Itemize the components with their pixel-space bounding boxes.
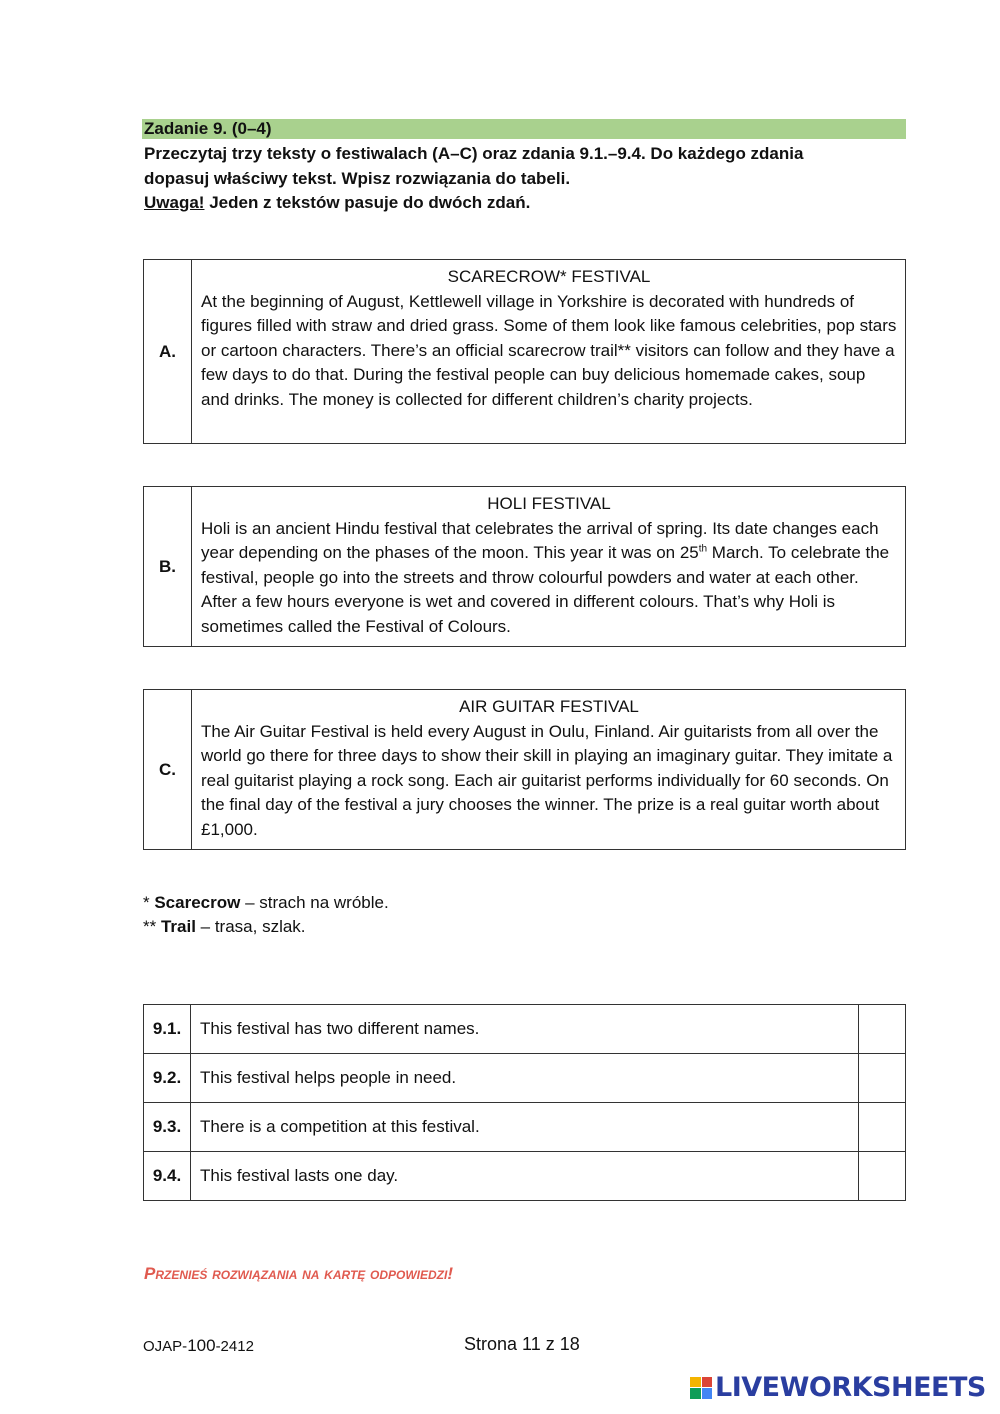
- glossary-term: Scarecrow: [154, 893, 241, 912]
- logo-tile: [702, 1377, 713, 1388]
- text-b-superscript: th: [698, 543, 708, 555]
- glossary-definition: – strach na wróble.: [240, 893, 389, 912]
- answer-cell[interactable]: [859, 1103, 906, 1152]
- instructions: [144, 142, 904, 216]
- task-header: Zadanie 9. (0–4): [142, 119, 906, 139]
- logo-tile: [690, 1388, 701, 1399]
- text-c-body: The Air Guitar Festival is held every August in Oulu, Finland. Air guitarists from all over the world go there for three days to show their skill in playing an imaginary guitar. They imitate a real guitarist playing a rock song. Each air guitarist performs individually for 60 seconds. On the final day of the festival a jury chooses the winner. The prize is a real guitar worth about £1,000.: [201, 721, 893, 839]
- text-b-body-part-2: March. To celebrate the festival, people go into the streets and throw colourful powders and water at each other. After a few hours everyone is wet and covered in different colours. That’s why Holi is sometimes called the Festival of Colours.: [201, 543, 890, 636]
- warning-label: Uwaga!: [144, 193, 205, 212]
- instruction-warning: [144, 191, 904, 216]
- text-a-title: SCARECROW* FESTIVAL: [447, 267, 651, 286]
- statement-number: 9.1.: [144, 1005, 191, 1054]
- statement-text: There is a competition at this festival.: [191, 1103, 859, 1152]
- exam-code: [143, 1336, 254, 1356]
- answer-table: [143, 1004, 906, 1201]
- text-c-letter: C.: [144, 690, 192, 849]
- logo-tile: [690, 1377, 701, 1388]
- exam-code-prefix: OJAP-: [143, 1338, 188, 1355]
- table-row: [144, 1103, 906, 1152]
- text-b-letter: B.: [144, 487, 192, 646]
- statement-number: 9.2.: [144, 1054, 191, 1103]
- statement-text: This festival lasts one day.: [191, 1152, 859, 1201]
- answer-cell[interactable]: [859, 1005, 906, 1054]
- logo-text: LIVEWORKSHEETS: [715, 1372, 986, 1403]
- glossary-item: [143, 915, 306, 939]
- text-c-title: AIR GUITAR FESTIVAL: [459, 697, 639, 716]
- glossary-definition: – trasa, szlak.: [195, 917, 306, 936]
- liveworksheets-logo: [690, 1372, 986, 1403]
- statement-number: 9.3.: [144, 1103, 191, 1152]
- answer-cell[interactable]: [859, 1054, 906, 1103]
- answer-cell[interactable]: [859, 1152, 906, 1201]
- statement-text: This festival helps people in need.: [191, 1054, 859, 1103]
- text-b-title: HOLI FESTIVAL: [487, 494, 611, 513]
- table-row: [144, 1054, 906, 1103]
- text-b-body-part-1: Holi is an ancient Hindu festival that celebrates the arrival of spring. Its date changes each year depending on the phases of the moon. This year it was on 25: [201, 518, 879, 562]
- table-row: [144, 1152, 906, 1201]
- transfer-notice: Przenieś rozwiązania na kartę odpowiedzi!: [144, 1264, 453, 1283]
- exam-code-number: 100: [187, 1336, 216, 1355]
- warning-text: Jeden z tekstów pasuje do dwóch zdań.: [204, 193, 531, 212]
- text-b-body: [201, 517, 897, 640]
- logo-tiles-icon: [690, 1377, 712, 1399]
- exam-code-suffix: -2412: [215, 1338, 254, 1355]
- glossary-item: [143, 891, 389, 915]
- glossary-mark: **: [143, 917, 161, 936]
- statement-number: 9.4.: [144, 1152, 191, 1201]
- text-a-box: [143, 259, 906, 444]
- table-row: [144, 1005, 906, 1054]
- text-a-body: At the beginning of August, Kettlewell village in Yorkshire is decorated with hundreds of figures filled with straw and dried grass. Some of them look like famous celebrities, pop stars or cartoon characters. There’s an official scarecrow trail** visitors can follow and they have a few days to do that. During the festival people can buy delicious homemade cakes, soup and drinks. The money is collected for different children’s charity projects.: [201, 291, 897, 409]
- instruction-line-1: Przeczytaj trzy teksty o festiwalach (A–C) oraz zdania 9.1.–9.4. Do każdego zdania: [144, 144, 804, 163]
- logo-tile: [702, 1388, 713, 1399]
- text-a-letter: A.: [144, 260, 192, 443]
- statement-text: This festival has two different names.: [191, 1005, 859, 1054]
- text-c-box: [143, 689, 906, 850]
- glossary-mark: *: [143, 893, 155, 912]
- glossary-term: Trail: [160, 917, 196, 936]
- text-b-box: [143, 486, 906, 647]
- page-number: Strona 11 z 18: [464, 1334, 580, 1354]
- instruction-line-2: dopasuj właściwy tekst. Wpisz rozwiązania do tabeli.: [144, 168, 571, 188]
